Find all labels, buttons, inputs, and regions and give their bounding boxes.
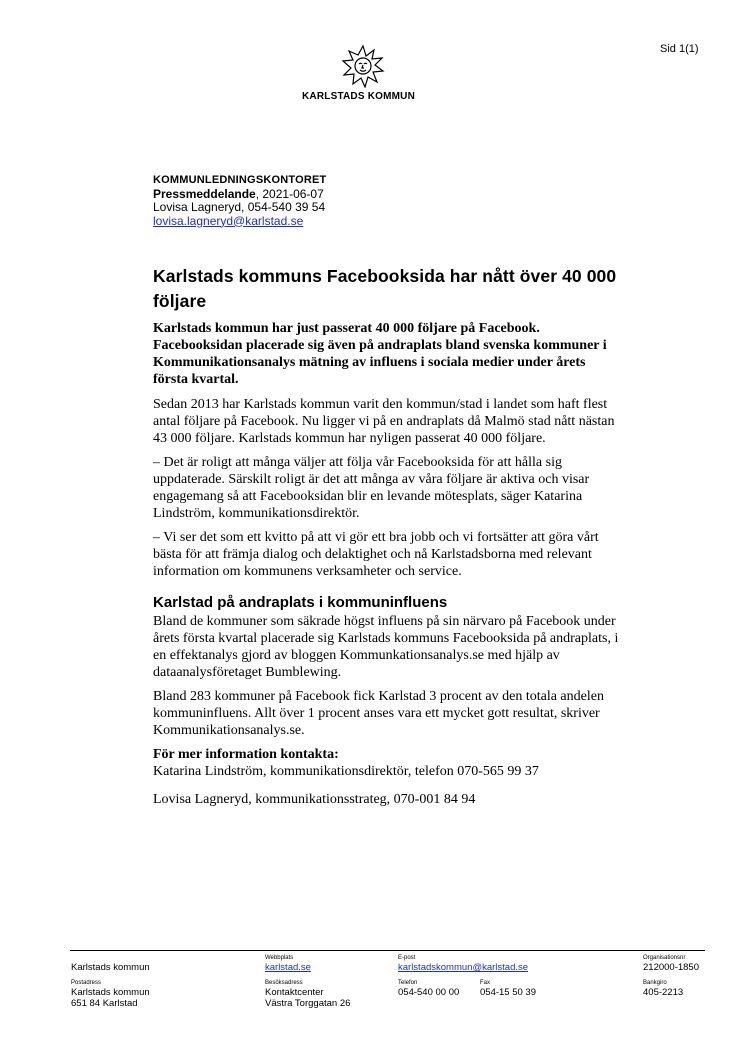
footer-bankgiro-value: 405-2213 (643, 987, 684, 998)
footer-orgnr-value: 212000-1850 (643, 962, 699, 973)
footer-postal-label: Postadress (71, 980, 102, 986)
subheading: Karlstad på andraplats i kommuninfluens (153, 594, 448, 611)
footer-phone (398, 980, 459, 998)
page-number: Sid 1(1) (660, 43, 699, 55)
footer-fax (480, 980, 536, 998)
footer-visit (265, 980, 350, 1009)
article-lead: Karlstads kommun har just passerat 40 000 följare på Facebook. Facebooksidan placerade sig även på andraplats bland svenska kommuner i Kommunikationsanalys mätning av influens i sociala medier under årets första kvartal. (153, 321, 607, 387)
footer-fax-label: Fax (480, 980, 491, 986)
footer-orgnr (643, 955, 699, 973)
footer-postal-line2: 651 84 Karlstad (71, 998, 138, 1009)
article (153, 264, 623, 815)
logo-text: KARLSTADS KOMMUN (302, 91, 416, 102)
footer-web-label: Webbplats (265, 955, 294, 961)
footer-divider (70, 950, 705, 951)
footer-fax-value: 054-15 50 39 (480, 987, 536, 998)
paragraph-1: Sedan 2013 har Karlstads kommun varit den kommun/stad i landet som haft flest antal följare på Facebook. Nu ligger vi på en andraplats då Malmö stad nått nästan 43 000 följare. Karlstads kommun har nyligen passerat 40 000 följare. (153, 397, 615, 446)
sub-paragraph-2: Bland 283 kommuner på Facebook fick Karlstad 3 procent av den totala andelen kommuninfluens. Allt över 1 procent anses vara ett mycket gott resultat, skriver Kommunikationsanalys.se. (153, 689, 604, 738)
sun-face-logo-icon (341, 44, 385, 88)
contact-1: Katarina Lindström, kommunikationsdirektör, telefon 070-565 99 37 (153, 764, 539, 779)
sub-paragraph-1: Bland de kommuner som säkrade högst influens på sin närvaro på Facebook under årets första kvartal placerade sig Karlstads kommuns Facebooksida på andraplats, i en effektanalys gjord av bloggen Kommunkationsanalys.se med hjälp av dataanalysföretaget Bumblewing. (153, 614, 619, 680)
contact-heading: För mer information kontakta: (153, 747, 339, 762)
footer-visit-line1: Kontaktcenter (265, 987, 324, 998)
footer-email (398, 955, 528, 973)
contact-line: Lovisa Lagneryd, 054-540 39 54 (153, 200, 326, 214)
paragraph-2: – Det är roligt att många väljer att följa vår Facebooksida för att hålla sig uppdaterade. Särskilt roligt är det att många av våra följare är aktiva och visar engagemang så att Facebooksidan blir en levande mötesplats, säger Katarina Lindström, kommunikationsdirektör. (153, 455, 590, 521)
footer-orgnr-label: Organisationsnr (643, 955, 686, 961)
footer-org-name: Karlstads kommun (71, 962, 150, 973)
footer-postal-line1: Karlstads kommun (71, 987, 150, 998)
footer-phone-value: 054-540 00 00 (398, 987, 460, 998)
doc-type: Pressmeddelande (153, 186, 256, 201)
footer-web-link[interactable]: karlstad.se (265, 962, 311, 973)
footer-bankgiro-label: Bankgiro (643, 980, 667, 986)
article-title: Karlstads kommuns Facebooksida har nått över 40 000 följare (153, 266, 617, 311)
contact-2: Lovisa Lagneryd, kommunikationsstrateg, 070-001 84 94 (153, 792, 476, 807)
doc-type-line (153, 188, 326, 202)
department: KOMMUNLEDNINGSKONTORET (153, 174, 327, 186)
footer-postal (71, 980, 150, 1009)
document-meta (153, 174, 326, 228)
footer-visit-label: Besöksadress (265, 980, 303, 986)
footer-web (265, 955, 311, 973)
footer-email-link[interactable]: karlstadskommun@karlstad.se (398, 962, 529, 973)
contact-email-link[interactable]: lovisa.lagneryd@karlstad.se (153, 213, 304, 228)
footer-bankgiro (643, 980, 683, 998)
doc-date: , 2021-06-07 (255, 186, 324, 201)
paragraph-3: – Vi ser det som ett kvitto på att vi gör ett bra jobb och vi fortsätter att göra vårt bästa för att främja dialog och delaktighet och nå Karlstadsborna med relevant information om kommunens verksamheter och service. (153, 530, 599, 579)
footer-email-label: E-post (398, 955, 416, 961)
footer-visit-line2: Västra Torggatan 26 (265, 998, 351, 1009)
footer-phone-label: Telefon (398, 980, 418, 986)
footer-org (71, 962, 150, 973)
